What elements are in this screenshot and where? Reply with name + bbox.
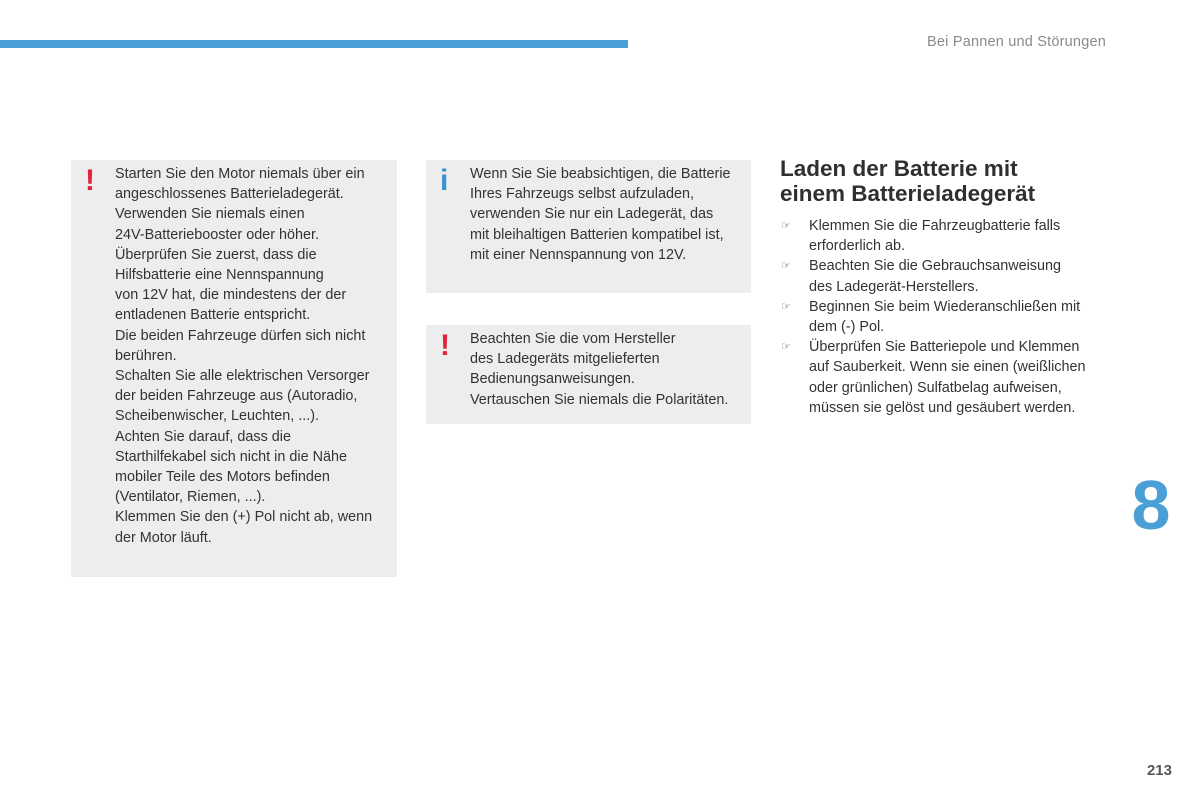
text-line: 24V-Batteriebooster oder höher. (115, 226, 320, 243)
text-line: verwenden Sie nur ein Ladegerät, das (470, 206, 714, 223)
list-item-line: dem (-) Pol. (809, 319, 885, 336)
list-item-line: Beginnen Sie beim Wiederanschließen mit (809, 298, 1081, 315)
list-item-line: auf Sauberkeit. Wenn sie einen (weißlichen (809, 359, 1086, 376)
text-line: Hilfsbatterie eine Nennspannung (115, 267, 324, 284)
list-item-line: erforderlich ab. (809, 238, 905, 255)
list-item (780, 256, 1120, 296)
text-line: Scheibenwischer, Leuchten, ...). (115, 408, 319, 425)
info-icon: i (440, 164, 449, 197)
list-item (780, 337, 1120, 418)
list-item-line: oder grünlichen) Sulfatbelag aufweisen, (809, 379, 1062, 396)
list-item-line: Überprüfen Sie Batteriepole und Klemmen (809, 339, 1080, 356)
heading-line: einem Batterieladegerät (780, 181, 1036, 206)
text-line: der Motor läuft. (115, 529, 212, 546)
warning-box (426, 325, 751, 424)
text-line: der beiden Fahrzeuge aus (Autoradio, (115, 388, 358, 405)
page-number: 213 (1146, 762, 1172, 779)
text-line: Schalten Sie alle elektrischen Versorger (115, 368, 370, 385)
text-line: (Ventilator, Riemen, ...). (115, 489, 266, 506)
list-item (780, 297, 1120, 337)
pointing-hand-icon: ☞ (781, 341, 791, 354)
text-line: mobiler Teile des Motors befinden (115, 469, 330, 486)
text-line: berühren. (115, 347, 177, 364)
text-line: Starthilfekabel sich nicht in die Nähe (115, 448, 347, 465)
text-line: angeschlossenes Batterieladegerät. (115, 186, 344, 203)
list-item (780, 216, 1120, 256)
text-line: von 12V hat, die mindestens der der (115, 287, 347, 304)
text-line: Bedienungsanweisungen. (470, 371, 635, 388)
pointing-hand-icon: ☞ (781, 260, 791, 273)
info-box (426, 160, 751, 293)
list-item-line: Klemmen Sie die Fahrzeugbatterie falls (809, 218, 1061, 234)
header-accent-bar (0, 40, 628, 48)
exclamation-icon: ! (85, 164, 95, 197)
chapter-number: 8 (1131, 466, 1171, 544)
list-item-line: müssen sie gelöst und gesäubert werden. (809, 399, 1076, 416)
text-line: Klemmen Sie den (+) Pol nicht ab, wenn (115, 509, 373, 526)
text-line: Wenn Sie Sie beabsichtigen, die Batterie (470, 166, 731, 182)
text-line: Achten Sie darauf, dass die (115, 428, 291, 445)
text-line: Verwenden Sie niemals einen (115, 206, 305, 223)
exclamation-icon: ! (440, 329, 450, 362)
pointing-hand-icon: ☞ (781, 300, 791, 313)
text-line: mit einer Nennspannung von 12V. (470, 246, 687, 263)
section-title: Bei Pannen und Störungen (927, 34, 1106, 50)
instruction-list (780, 216, 1120, 418)
text-line: Starten Sie den Motor niemals über ein (115, 166, 365, 182)
text-line: entladenen Batterie entspricht. (115, 307, 311, 324)
text-line: Ihres Fahrzeugs selbst aufzuladen, (470, 186, 694, 203)
warning-text (470, 329, 745, 410)
warning-text (115, 164, 391, 548)
text-line: Vertauschen Sie niemals die Polaritäten. (470, 391, 729, 408)
text-line: Die beiden Fahrzeuge dürfen sich nicht (115, 327, 366, 344)
list-item-line: Beachten Sie die Gebrauchsanweisung (809, 258, 1062, 275)
pointing-hand-icon: ☞ (781, 220, 791, 232)
text-line: mit bleihaltigen Batterien kompatibel ist, (470, 226, 724, 243)
text-line: Beachten Sie die vom Hersteller (470, 331, 676, 347)
list-item-line: des Ladegerät-Herstellers. (809, 278, 979, 295)
section-heading (780, 156, 1100, 206)
heading-line: Laden der Batterie mit (780, 156, 1018, 181)
text-line: Überprüfen Sie zuerst, dass die (115, 246, 317, 263)
info-text (470, 164, 745, 265)
warning-box (71, 160, 397, 577)
text-line: des Ladegeräts mitgelieferten (470, 351, 660, 368)
